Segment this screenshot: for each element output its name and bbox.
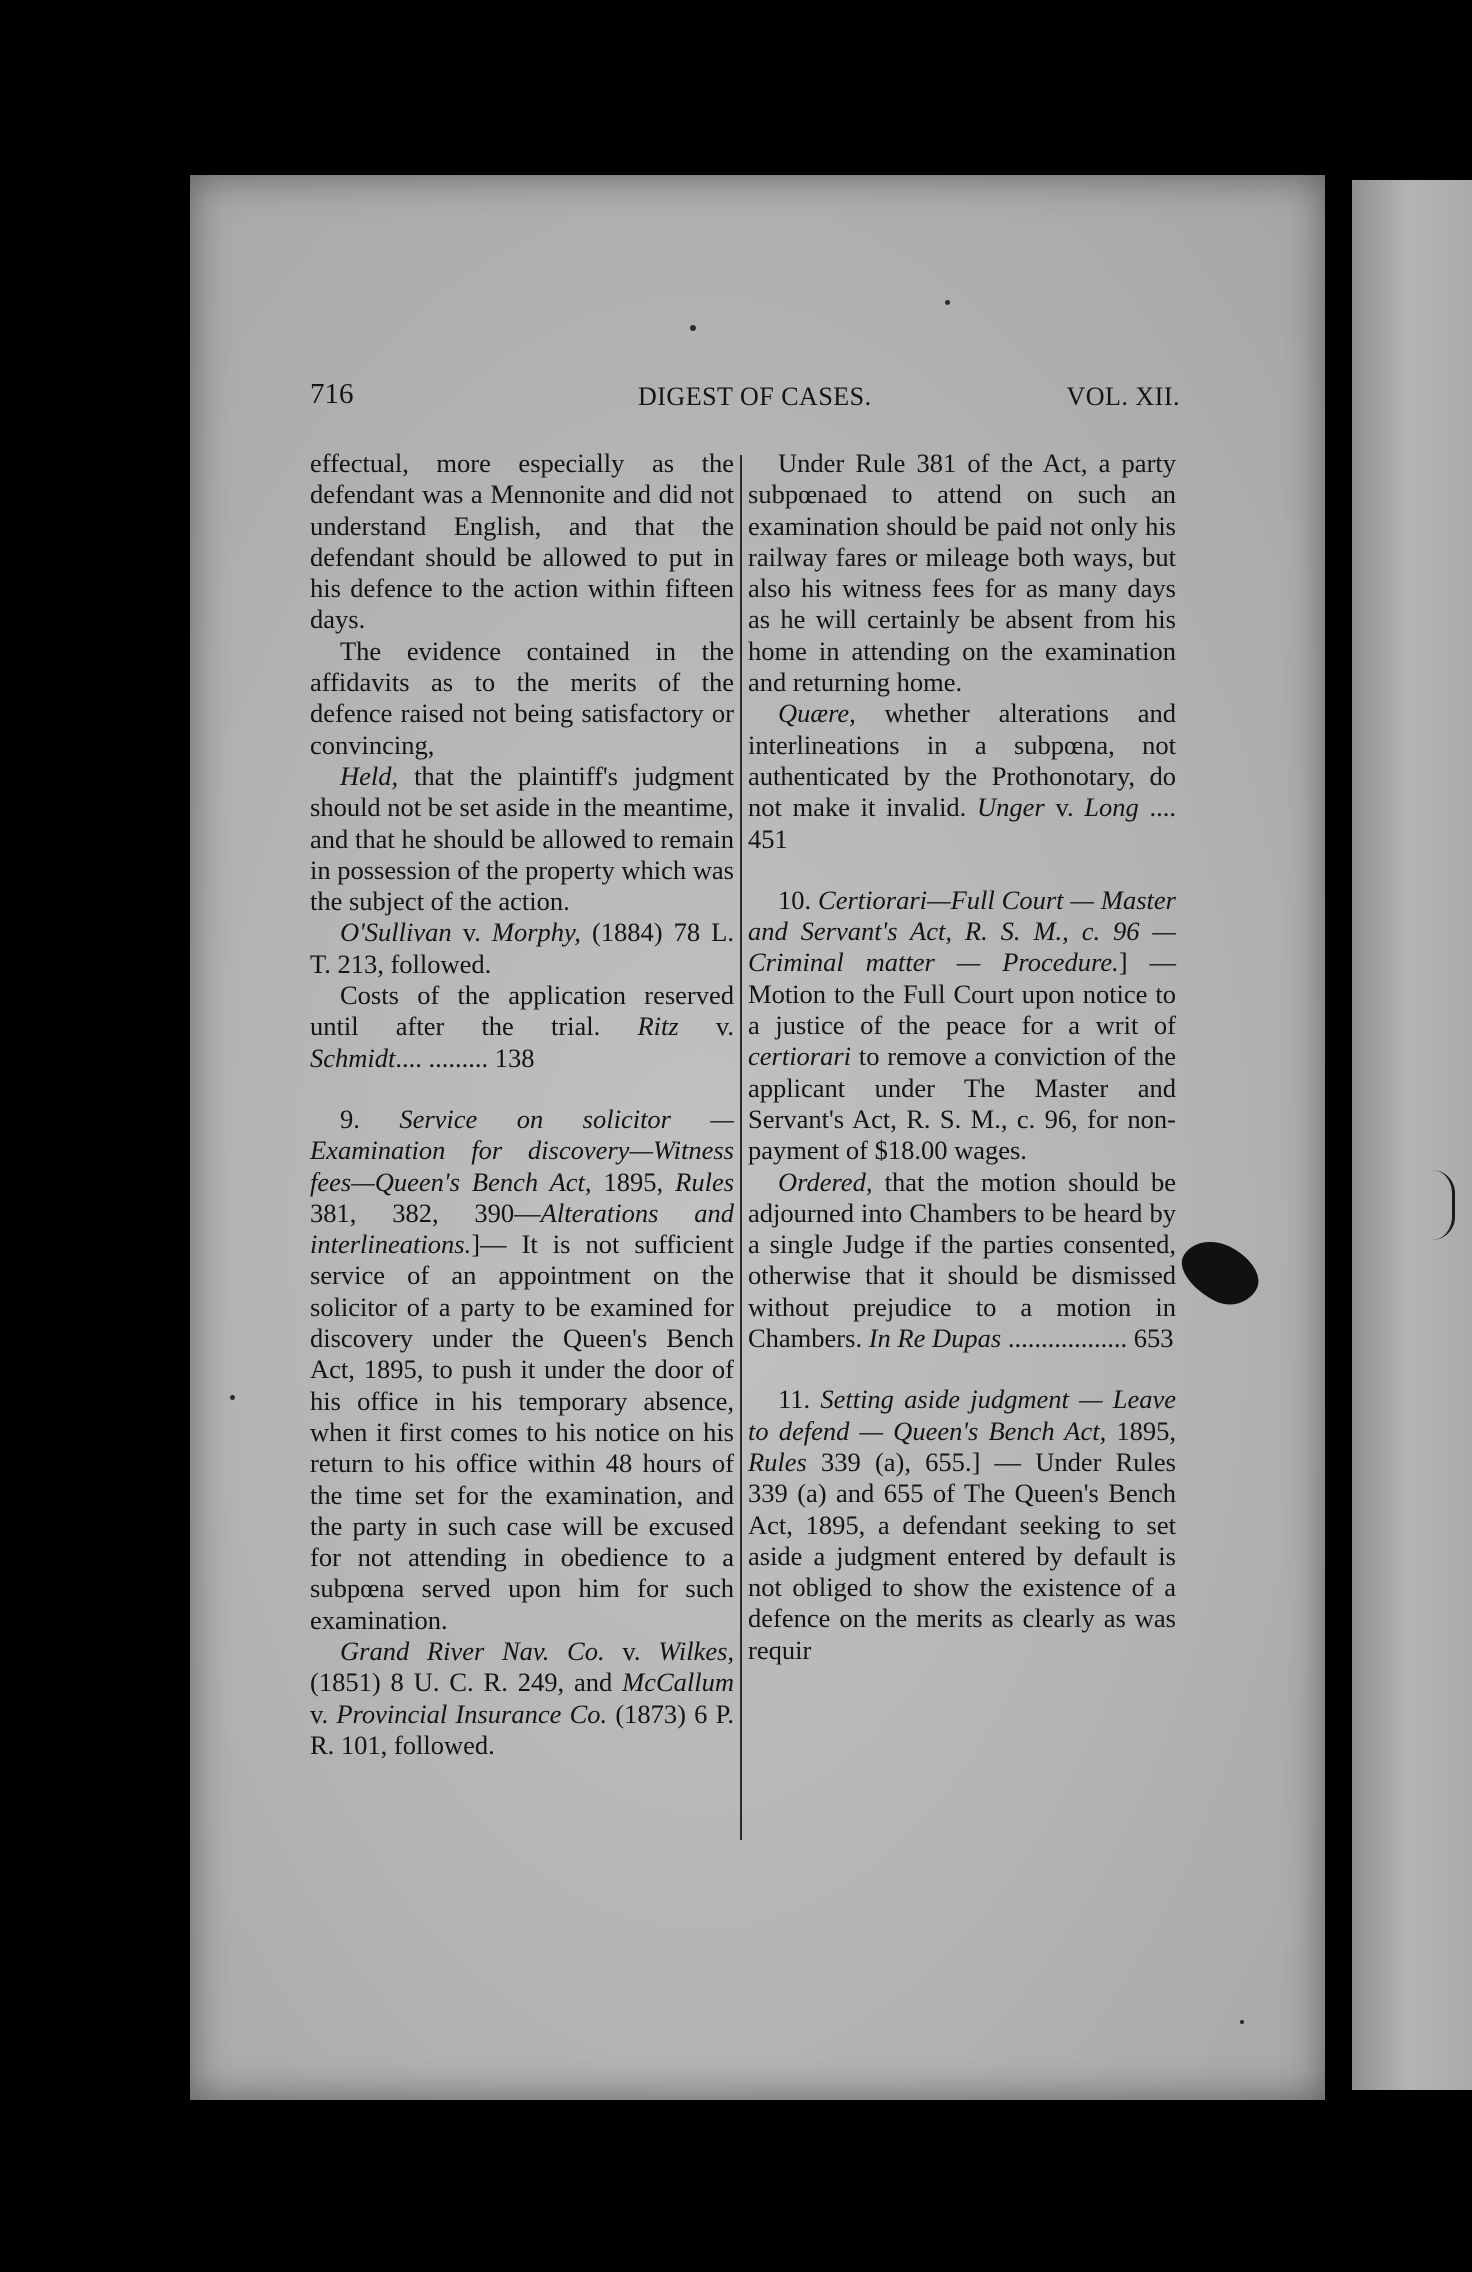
paragraph <box>748 448 1176 698</box>
section-number: 9. <box>340 1103 360 1134</box>
versus: v. <box>715 1011 735 1042</box>
dot-leader: .... <box>1149 792 1176 823</box>
section-9 <box>310 1104 734 1636</box>
section-body: It is not sufficient service of an appointment on the solicitor of a party to be examined for discovery under the Queen's Bench Act, 1895, to push it under the door of his office in his temporary absence, when it first comes to his notice on his return to his office within 48 hours of the time set for the examination, and the party in such case will be excused for not attending in obedience to a subpœna served upon him for such examination. <box>310 1229 735 1635</box>
citation-text: (1884) 78 L. T. 213, followed. <box>310 917 734 979</box>
section-number: 11. <box>778 1384 811 1415</box>
paragraph-text: Costs of the application reserved until after the trial. <box>310 980 734 1042</box>
heading-rules: 339 (a), 655. <box>821 1446 972 1477</box>
rules-label: Rules <box>748 1446 807 1477</box>
section-10 <box>748 885 1176 1167</box>
citation-text: (1873) 6 P. R. 101, followed. <box>310 1698 735 1760</box>
italic-term: certiorari <box>748 1041 852 1072</box>
citation-paragraph <box>310 1636 734 1761</box>
versus: v. <box>1055 792 1074 823</box>
held-label: Held, <box>340 760 399 791</box>
paragraph <box>310 448 734 636</box>
header-volume: VOL. XII. <box>1066 382 1180 411</box>
case-name: Wilkes, <box>658 1635 735 1666</box>
section-body: Motion to the Full Court upon notice to a justice of the peace for a writ of <box>748 978 1176 1041</box>
versus: v. <box>310 1698 329 1729</box>
section-body: to remove a conviction of the applicant under The Master and Servant's Act, R. S. M., c. 96, for non-payment of $18.00 wages. <box>748 1041 1176 1166</box>
section-heading: Certiorari—Full Court — Master and Servant's Act, R. S. M., c. 96 — Criminal matter — Procedure. <box>748 884 1176 978</box>
case-name: In Re Dupas <box>868 1323 1002 1354</box>
section-heading: Setting aside judgment — Leave to defend — Queen's Bench Act, <box>748 1384 1177 1446</box>
order-paragraph <box>748 1167 1176 1355</box>
paragraph-text: whether alterations and interlineations in a subpœna, not authenticated by the Prothonotary, do not make it invalid. <box>748 698 1177 823</box>
dust-speck <box>945 300 950 305</box>
quaere-label: Quære, <box>778 698 856 729</box>
section-heading: Service on solicitor — Examination for discovery—Witness fees—Queen's Bench Act, <box>310 1103 734 1197</box>
costs-paragraph <box>310 980 734 1074</box>
heading-bracket: ] — <box>971 1446 1022 1477</box>
case-name: Grand River Nav. Co. <box>340 1635 605 1666</box>
paragraph-text: Under Rule 381 of the Act, a party subpœnaed to attend on such an examination should be paid not only his railway fares or mileage both ways, but also his witness fees for as many days as he will certainly be absent from his home in attending on the examination and returning home. <box>748 448 1176 698</box>
header-title: DIGEST OF CASES. <box>638 382 872 411</box>
case-name: Provincial Insurance Co. <box>336 1698 608 1729</box>
dot-leader: .................. <box>1007 1323 1128 1354</box>
page-reference: 451 <box>748 823 788 854</box>
case-name: McCallum <box>622 1667 734 1698</box>
section-11 <box>748 1384 1176 1666</box>
heading-year: 1895, <box>603 1166 664 1197</box>
paragraph <box>310 636 734 761</box>
page-reference: 138 <box>494 1042 535 1073</box>
column-divider <box>740 455 742 1840</box>
heading-year: 1895, <box>1116 1415 1176 1446</box>
case-name: Ritz <box>637 1011 679 1042</box>
case-name: Long <box>1084 792 1139 823</box>
left-column <box>310 448 734 1761</box>
adjacent-page-edge <box>1352 180 1472 2090</box>
quaere-paragraph <box>748 698 1176 854</box>
heading-rules: 381, 382, 390— <box>310 1197 541 1228</box>
rules-label: Rules <box>675 1166 735 1197</box>
paragraph-text: effectual, more especially as the defendant was a Mennonite and did not understand English, and that the defendant should be allowed to put in his defence to the action within fifteen days. <box>310 448 734 635</box>
page-reference: 653 <box>1133 1323 1174 1354</box>
versus: v. <box>622 1635 641 1666</box>
dot-leader: .... ......... <box>395 1042 489 1073</box>
page-number: 716 <box>310 378 354 410</box>
section-number: 10. <box>778 884 812 915</box>
case-name: Schmidt <box>310 1042 396 1073</box>
paragraph-text: that the motion should be adjourned into Chambers to be heard by a single Judge if the parties consented, otherwise that it should be dismissed without prejudice to a motion in Chambers. <box>748 1166 1177 1354</box>
paragraph-text: The evidence contained in the affidavits as to the merits of the defence raised not being satisfactory or convincing, <box>310 635 734 760</box>
citation-paragraph <box>310 917 734 980</box>
holding-paragraph <box>310 761 734 917</box>
heading-bracket: ] — <box>1118 947 1176 978</box>
case-name: O'Sullivan <box>340 917 452 948</box>
section-heading-end: Alterations and interlineations. <box>310 1197 735 1260</box>
dust-speck <box>1240 2020 1244 2024</box>
heading-bracket: ]— <box>471 1229 507 1260</box>
dust-speck <box>230 1395 235 1400</box>
citation-text: (1851) 8 U. C. R. 249, and <box>310 1667 613 1698</box>
ordered-label: Ordered, <box>778 1166 873 1197</box>
section-body: Under Rules 339 (a) and 655 of The Queen's Bench Act, 1895, a defendant seeking to set aside a judgment entered by default is not obliged to show the existence of a defence on the merits as clearly as was requir <box>748 1446 1176 1665</box>
case-name: Unger <box>977 792 1045 823</box>
right-column <box>748 448 1176 1666</box>
paragraph-text: that the plaintiff's judgment should not be set aside in the meantime, and that he should be allowed to remain in possession of the property which was the subject of the action. <box>310 760 734 917</box>
versus: v. <box>462 917 481 948</box>
dust-speck <box>690 325 696 331</box>
running-head <box>310 378 1180 418</box>
case-name: Morphy, <box>491 917 581 948</box>
